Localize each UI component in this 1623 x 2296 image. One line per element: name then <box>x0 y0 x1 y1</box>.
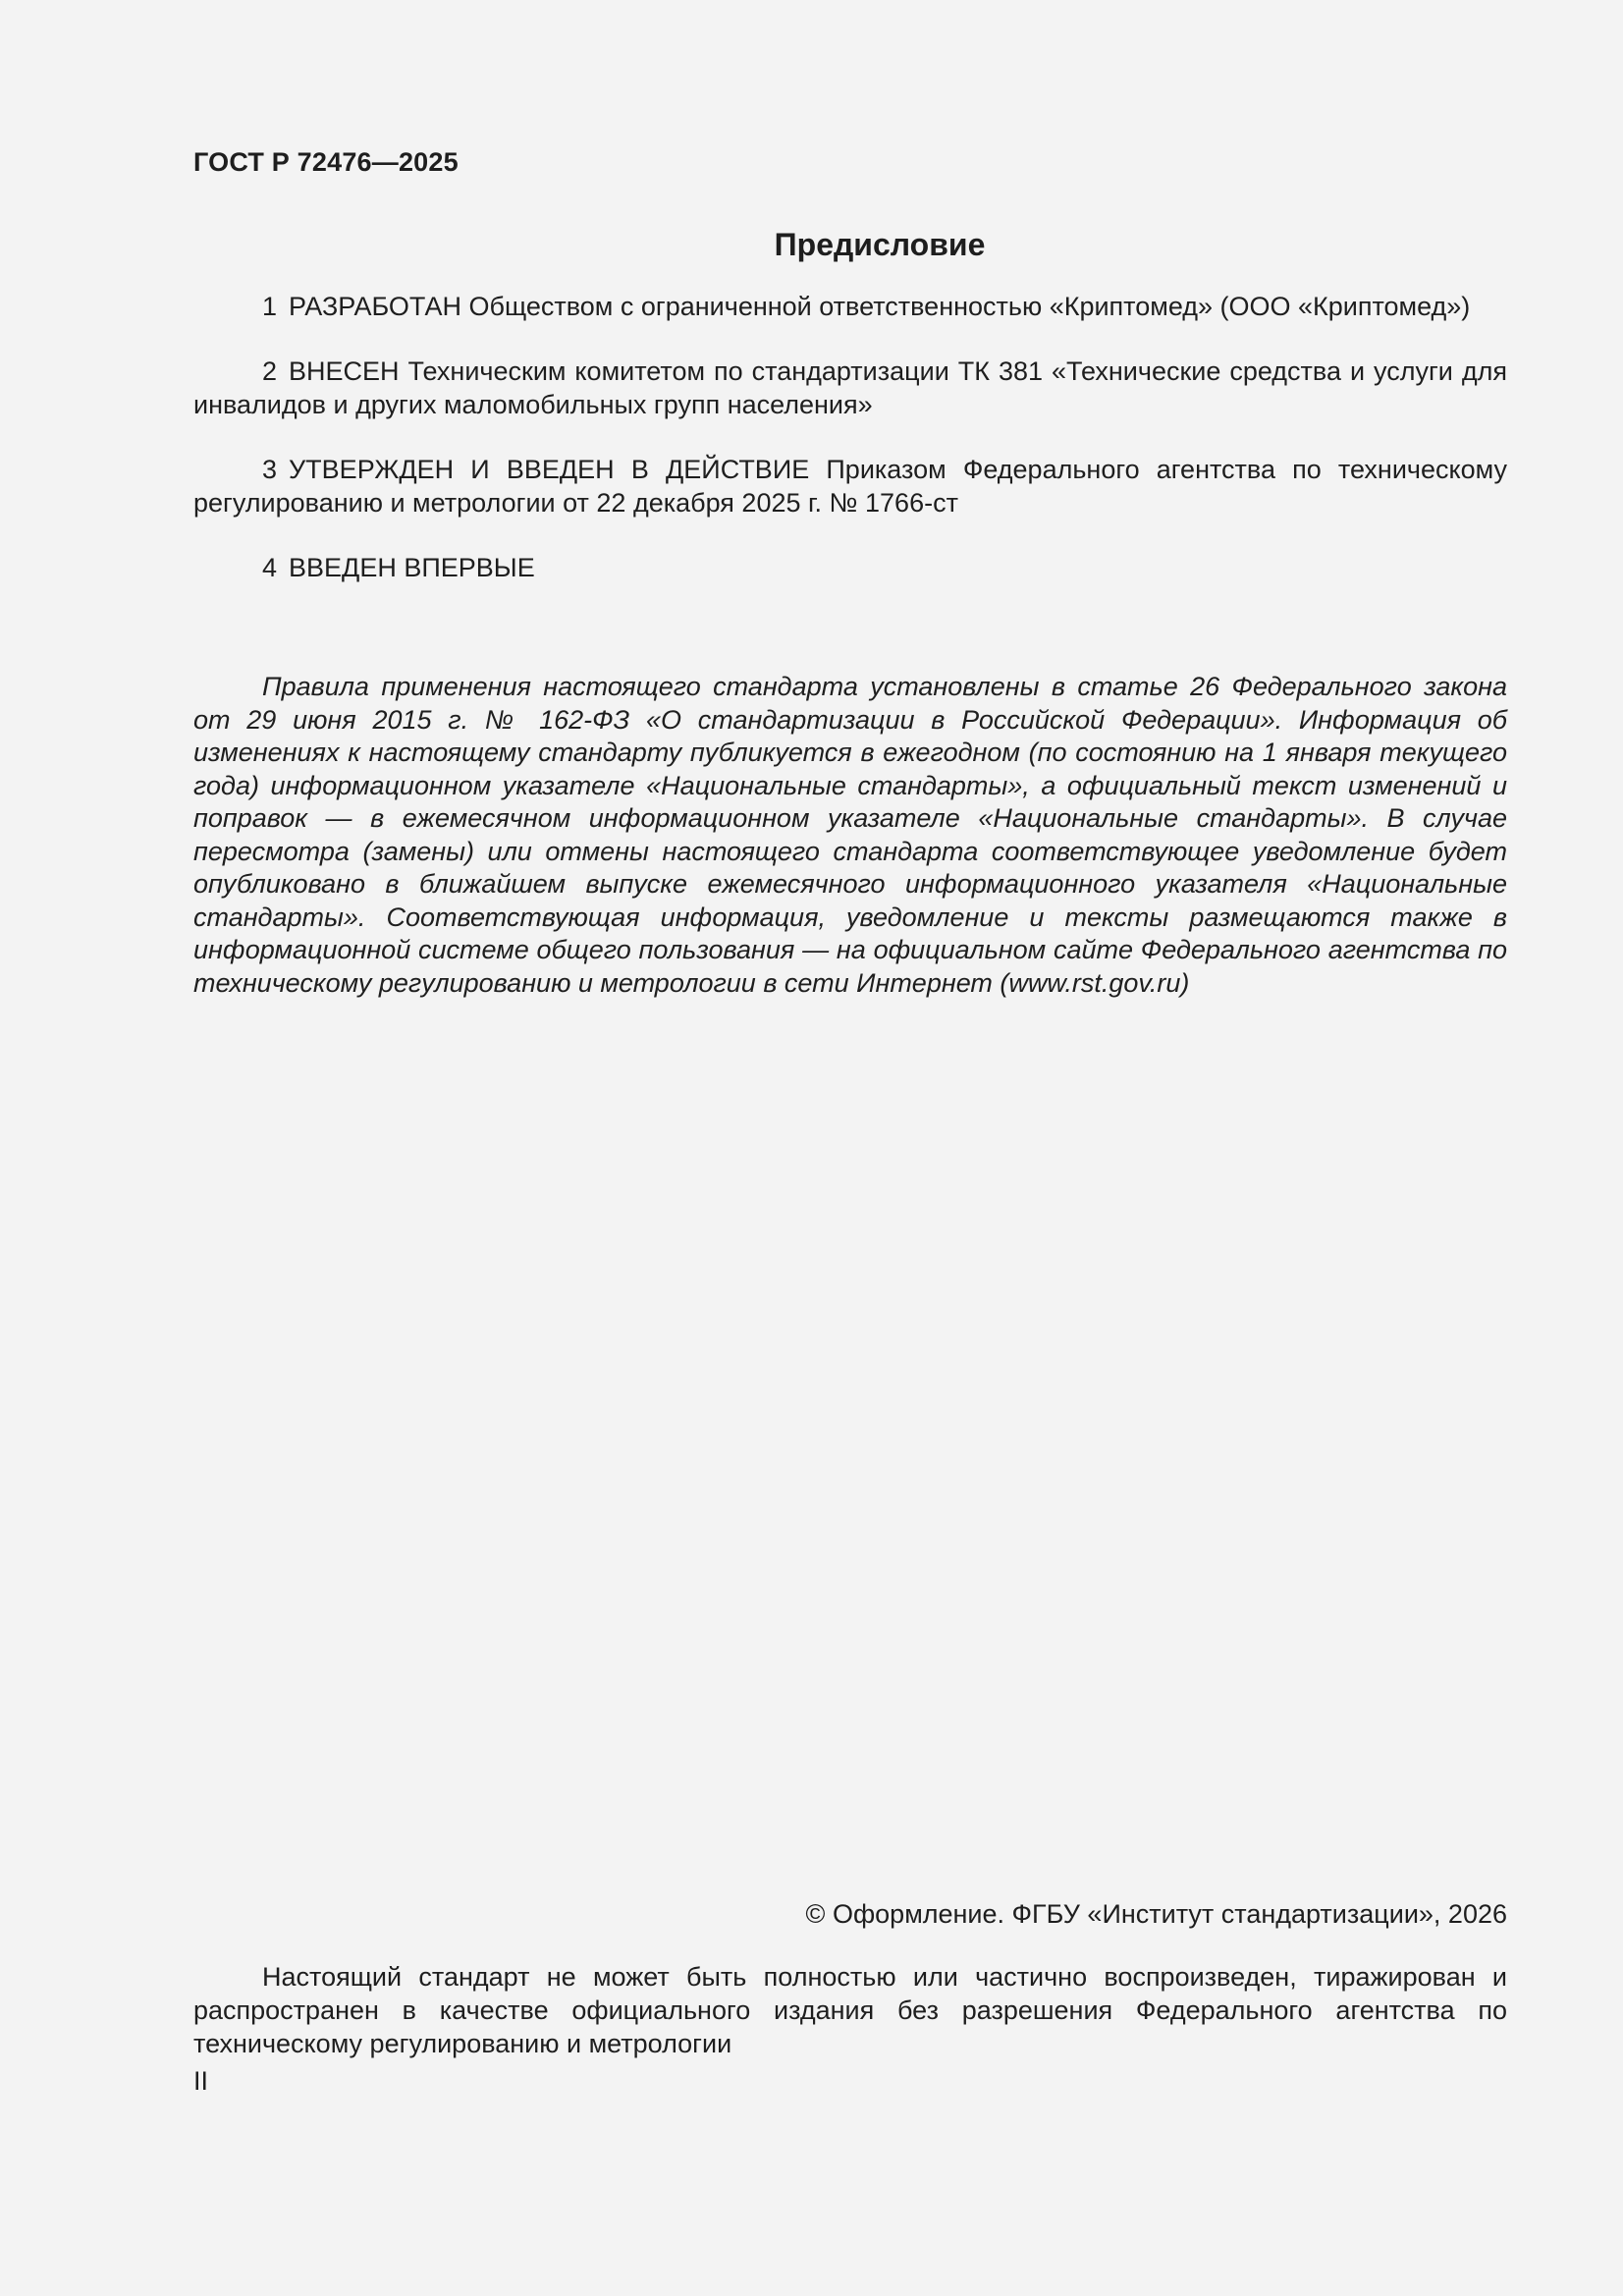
foreword-section <box>193 221 1507 1026</box>
foreword-item-number: 2 <box>262 356 278 386</box>
application-rules-notice: Правила применения настоящего стандарта установлены в статье 26 Федерального закона от 29 июня 2015 г. № 162-ФЗ «О стандартизации в Российской Федерации». Информация об изменениях к настоящему стандарту публикуется в ежегодном (по состоянию на 1 января текущего года) информационном указателе «Национальные стандарты», а официальный текст изменений и поправок — в ежемесячном информационном указателе «Национальные стандарты». В случае пересмотра (замены) или отмены настоящего стандарта соответствующее уведомление будет опубликовано в ближайшем выпуске ежемесячного информационного указателя «Национальные стандарты». Соответствующая информация, уведомление и тексты размещаются также в информационной системе общего пользования — на официальном сайте Федерального агентства по техническому регулированию и метрологии в сети Интернет (www.rst.gov.ru) <box>193 672 1507 998</box>
foreword-item-text: РАЗРАБОТАН Обществом с ограниченной ответственностью «Криптомед» (ООО «Криптомед») <box>289 292 1471 321</box>
foreword-item-4 <box>193 551 1507 584</box>
reproduction-disclaimer: Настоящий стандарт не может быть полностью или частично воспроизведен, тиражирован и распространен в качестве официального издания без разрешения Федерального агентства по техническому регулированию и метрологии <box>193 1962 1507 2058</box>
document-header-standard-id: ГОСТ Р 72476—2025 <box>193 147 459 177</box>
foreword-item-text: ВВЕДЕН ВПЕРВЫЕ <box>289 553 535 582</box>
foreword-item-3 <box>193 453 1507 519</box>
foreword-item-2 <box>193 355 1507 421</box>
copyright-line: © Оформление. ФГБУ «Институт стандартизации», 2026 <box>805 1899 1507 1929</box>
foreword-item-number: 1 <box>262 292 278 321</box>
page-number: II <box>193 2066 209 2096</box>
page-footer <box>193 1897 1507 2097</box>
foreword-title: Предисловие <box>774 227 986 262</box>
foreword-item-text: ВНЕСЕН Техническим комитетом по стандартизации ТК 381 «Технические средства и услуги для инвалидов и других маломобильных групп населения» <box>193 356 1507 419</box>
foreword-item-number: 4 <box>262 553 278 582</box>
foreword-item-1 <box>193 290 1507 323</box>
foreword-item-text: УТВЕРЖДЕН И ВВЕДЕН В ДЕЙСТВИЕ Приказом Федерального агентства по техническому регулированию и метрологии от 22 декабря 2025 г. № 1766-ст <box>193 455 1507 518</box>
foreword-item-number: 3 <box>262 455 278 484</box>
